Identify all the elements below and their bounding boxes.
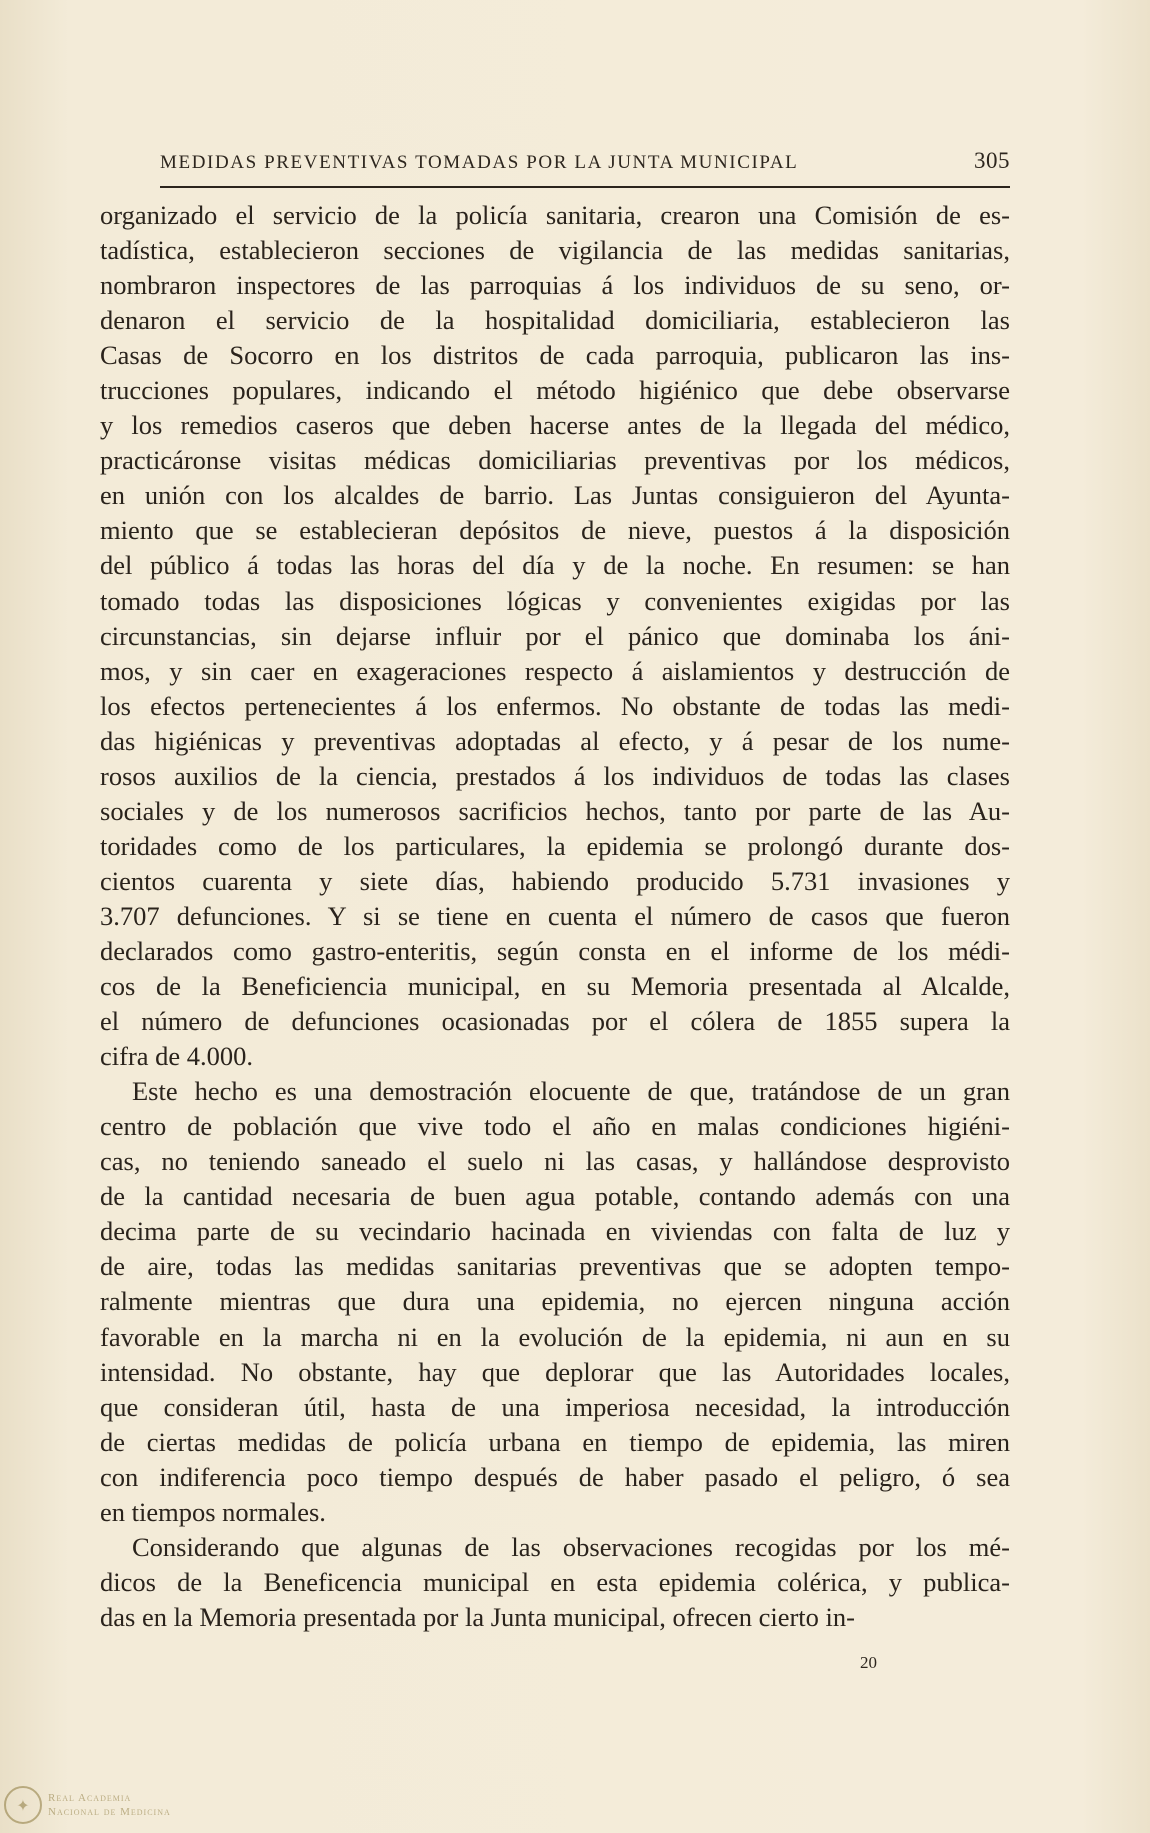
paragraph	[100, 1530, 1010, 1635]
body-text	[100, 198, 1010, 1635]
text-line: cas, no teniendo saneado el suelo ni las casas, y hallándose desprovisto	[100, 1146, 1010, 1177]
library-watermark	[4, 1786, 171, 1824]
text-line: dicos de la Beneficencia municipal en esta epidemia colérica, y publica-	[100, 1566, 1010, 1597]
text-line: toridades como de los particulares, la epidemia se prolongó durante dos-	[100, 830, 1010, 861]
text-line: con indiferencia poco tiempo después de haber pasado el peligro, ó sea	[100, 1461, 1010, 1492]
text-line: rosos auxilios de la ciencia, prestados á los individuos de todas las clases	[100, 760, 1010, 791]
watermark-line-1: Real Academia	[48, 1792, 132, 1804]
text-line: cientos cuarenta y siete días, habiendo producido 5.731 invasiones y	[100, 865, 1010, 896]
watermark-line-2: Nacional de Medicina	[48, 1806, 171, 1818]
text-line: favorable en la marcha ni en la evolución de la epidemia, ni aun en su	[100, 1321, 1010, 1352]
text-line: tomado todas las disposiciones lógicas y convenientes exigidas por las	[100, 585, 1010, 616]
paragraph	[100, 1074, 1010, 1530]
text-line: sociales y de los numerosos sacrificios hechos, tanto por parte de las Au-	[100, 795, 1010, 826]
text-line: intensidad. No obstante, hay que deplorar que las Autoridades locales,	[100, 1356, 1010, 1387]
text-line: decima parte de su vecindario hacinada en viviendas con falta de luz y	[100, 1216, 1010, 1247]
text-line: practicáronse visitas médicas domiciliarias preventivas por los médicos,	[100, 445, 1010, 476]
text-line: cifra de 4.000.	[100, 1041, 254, 1072]
text-line: que consideran útil, hasta de una imperiosa necesidad, la introducción	[100, 1391, 1010, 1422]
text-line: centro de población que vive todo el año en malas condiciones higiéni-	[100, 1111, 1010, 1142]
text-line: Casas de Socorro en los distritos de cada parroquia, publicaron las ins-	[100, 340, 1010, 371]
watermark-text	[48, 1791, 171, 1819]
text-line: tadística, establecieron secciones de vigilancia de las medidas sanitarias,	[100, 235, 1010, 266]
text-line: denaron el servicio de la hospitalidad domiciliaria, establecieron las	[100, 305, 1010, 336]
running-head-title: MEDIDAS PREVENTIVAS TOMADAS POR LA JUNTA MUNICIPAL	[160, 152, 799, 173]
text-line: y los remedios caseros que deben hacerse antes de la llegada del médico,	[100, 410, 1010, 441]
text-line: miento que se establecieran depósitos de nieve, puestos á la disposición	[100, 515, 1010, 546]
text-line: de la cantidad necesaria de buen agua potable, contando además con una	[100, 1181, 1010, 1212]
text-line: declarados como gastro-enteritis, según consta en el informe de los médi-	[100, 935, 1010, 966]
text-line: das en la Memoria presentada por la Junta municipal, ofrecen cierto in-	[100, 1601, 855, 1632]
text-line: 3.707 defunciones. Y si se tiene en cuenta el número de casos que fueron	[100, 900, 1010, 931]
text-line: los efectos pertenecientes á los enfermos. No obstante de todas las medi-	[100, 690, 1010, 721]
text-line: Considerando que algunas de las observaciones recogidas por los mé-	[132, 1531, 1010, 1562]
text-line: el número de defunciones ocasionadas por el cólera de 1855 supera la	[100, 1006, 1010, 1037]
text-line: en unión con los alcaldes de barrio. Las Juntas consiguieron del Ayunta-	[100, 480, 1010, 511]
signature-mark: 20	[860, 1653, 877, 1672]
page-number: 305	[974, 148, 1010, 173]
text-line: en tiempos normales.	[100, 1496, 326, 1527]
text-line: circunstancias, sin dejarse influir por el pánico que dominaba los áni-	[100, 620, 1010, 651]
text-line: ralmente mientras que dura una epidemia, no ejercen ninguna acción	[100, 1286, 1010, 1317]
text-line: del público á todas las horas del día y de la noche. En resumen: se han	[100, 550, 1010, 581]
text-line: mos, y sin caer en exageraciones respecto á aislamientos y destrucción de	[100, 655, 1010, 686]
text-line: de ciertas medidas de policía urbana en tiempo de epidemia, las miren	[100, 1426, 1010, 1457]
header-rule	[160, 186, 1010, 188]
text-line: das higiénicas y preventivas adoptadas al efecto, y á pesar de los nume-	[100, 725, 1010, 756]
paragraph	[100, 198, 1010, 1074]
text-line: de aire, todas las medidas sanitarias preventivas que se adopten tempo-	[100, 1251, 1010, 1282]
text-line: nombraron inspectores de las parroquias á los individuos de su seno, or-	[100, 270, 1010, 301]
text-line: cos de la Beneficiencia municipal, en su Memoria presentada al Alcalde,	[100, 971, 1010, 1002]
seal-icon: ✦	[4, 1786, 42, 1824]
text-line: trucciones populares, indicando el método higiénico que debe observarse	[100, 375, 1010, 406]
text-line: Este hecho es una demostración elocuente de que, tratándose de un gran	[132, 1076, 1010, 1107]
running-head	[160, 148, 1010, 182]
text-line: organizado el servicio de la policía sanitaria, crearon una Comisión de es-	[100, 200, 1010, 230]
